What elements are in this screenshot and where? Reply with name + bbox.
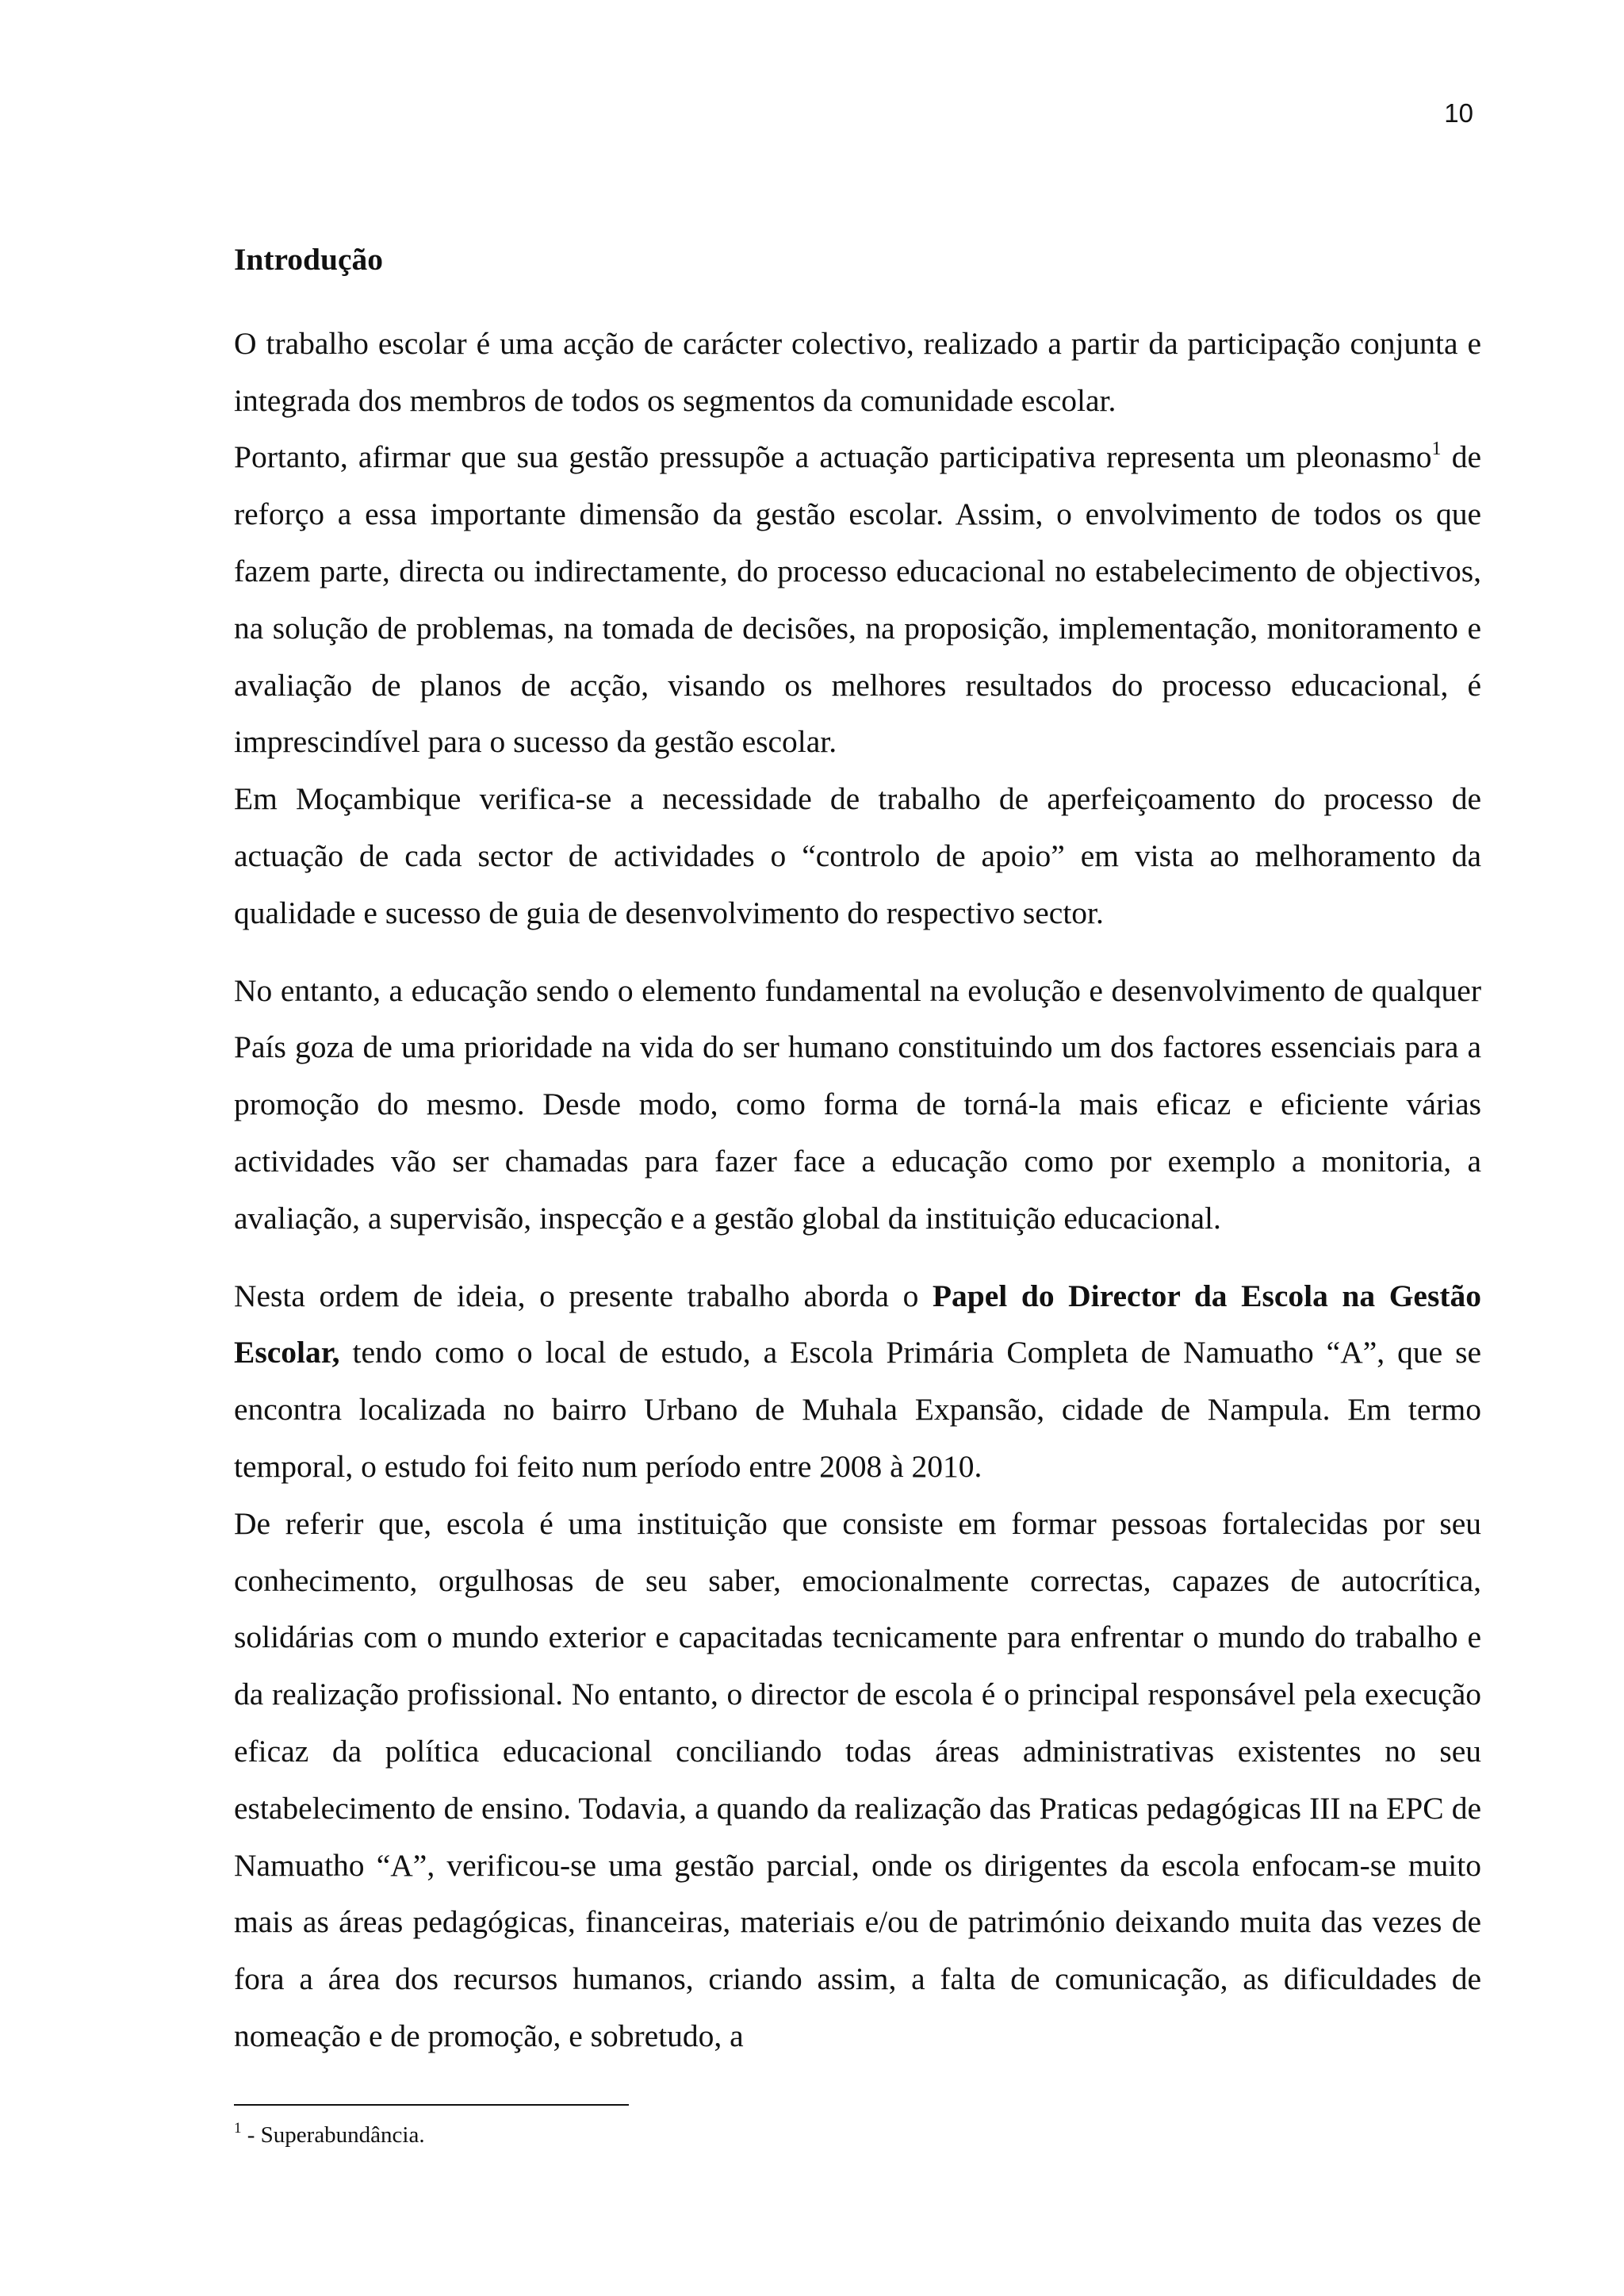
document-body <box>234 232 1481 2065</box>
section-heading: Introdução <box>234 242 384 277</box>
footnote-marker: 1 <box>234 2120 242 2137</box>
paragraph-5-text-a: Nesta ordem de ideia, o presente trabalho aborda o <box>234 1278 933 1313</box>
paragraph-4: No entanto, a educação sendo o elemento fundamental na evolução e desenvolvimento de qualquer País goza de uma prioridade na vida do ser humano constituindo um dos factores essenciais para a promoção do mesmo. Desde modo, como forma de torná-la mais eficaz e eficiente várias actividades vão ser chamadas para fazer face a educação como por exemplo a monitoria, a avaliação, a supervisão, inspecção e a gestão global da instituição educacional. <box>234 972 1481 1236</box>
paragraph-2-text-b: de reforço a essa importante dimensão da gestão escolar. Assim, o envolvimento de todos os que fazem parte, directa ou indirectamente, do processo educacional no estabelecimento de objectivos, na solução de problemas, na tomada de decisões, na proposição, implementação, monitoramento e avaliação de planos de acção, visando os melhores resultados do processo educacional, é imprescindível para o sucesso da gestão escolar. <box>234 439 1481 760</box>
paragraph-6: De referir que, escola é uma instituição que consiste em formar pessoas fortalecidas por seu conhecimento, orgulhosas de seu saber, emocionalmente correctas, capazes de autocrítica, solidárias com o mundo exterior e capacitadas tecnicamente para enfrentar o mundo do trabalho e da realização profissional. No entanto, o director de escola é o principal responsável pela execução eficaz da política educacional conciliando todas áreas administrativas existentes no seu estabelecimento de ensino. Todavia, a quando da realização das Praticas pedagógicas III na EPC de Namuatho “A”, verificou-se uma gestão parcial, onde os dirigentes da escola enfocam-se muito mais as áreas pedagógicas, financeiras, materiais e/ou de património deixando muita das vezes de fora a área dos recursos humanos, criando assim, a falta de comunicação, as dificuldades de nomeação e de promoção, e sobretudo, a <box>234 1505 1481 2053</box>
paragraph-5 <box>234 1268 1481 1496</box>
page-number: 10 <box>1444 98 1473 128</box>
footnote-text: - Superabundância. <box>241 2122 425 2148</box>
paragraph-1: O trabalho escolar é uma acção de carácter colectivo, realizado a partir da participação conjunta e integrada dos membros de todos os segmentos da comunidade escolar. <box>234 325 1481 418</box>
paragraph-3: Em Moçambique verifica-se a necessidade de trabalho de aperfeiçoamento do processo de actuação de cada sector de actividades o “controlo de apoio” em vista ao melhoramento da qualidade e sucesso de guia de desenvolvimento do respectivo sector. <box>234 781 1481 930</box>
footnote-reference: 1 <box>1431 439 1442 460</box>
study-title-emphasis: Papel do Director da Escola na Gestão Escolar, <box>234 1278 1481 1370</box>
footnote <box>234 2119 425 2151</box>
paragraph-5-text-b: tendo como o local de estudo, a Escola Primária Completa de Namuatho “A”, que se encontra localizada no bairro Urbano de Muhala Expansão, cidade de Nampula. Em termo temporal, o estudo foi feito num período entre 2008 à 2010. <box>234 1335 1481 1484</box>
paragraph-2 <box>234 429 1481 771</box>
footnote-separator <box>234 2104 629 2106</box>
paragraph-2-text-a: Portanto, afirmar que sua gestão pressupõe a actuação participativa representa um pleonasmo <box>234 439 1432 475</box>
